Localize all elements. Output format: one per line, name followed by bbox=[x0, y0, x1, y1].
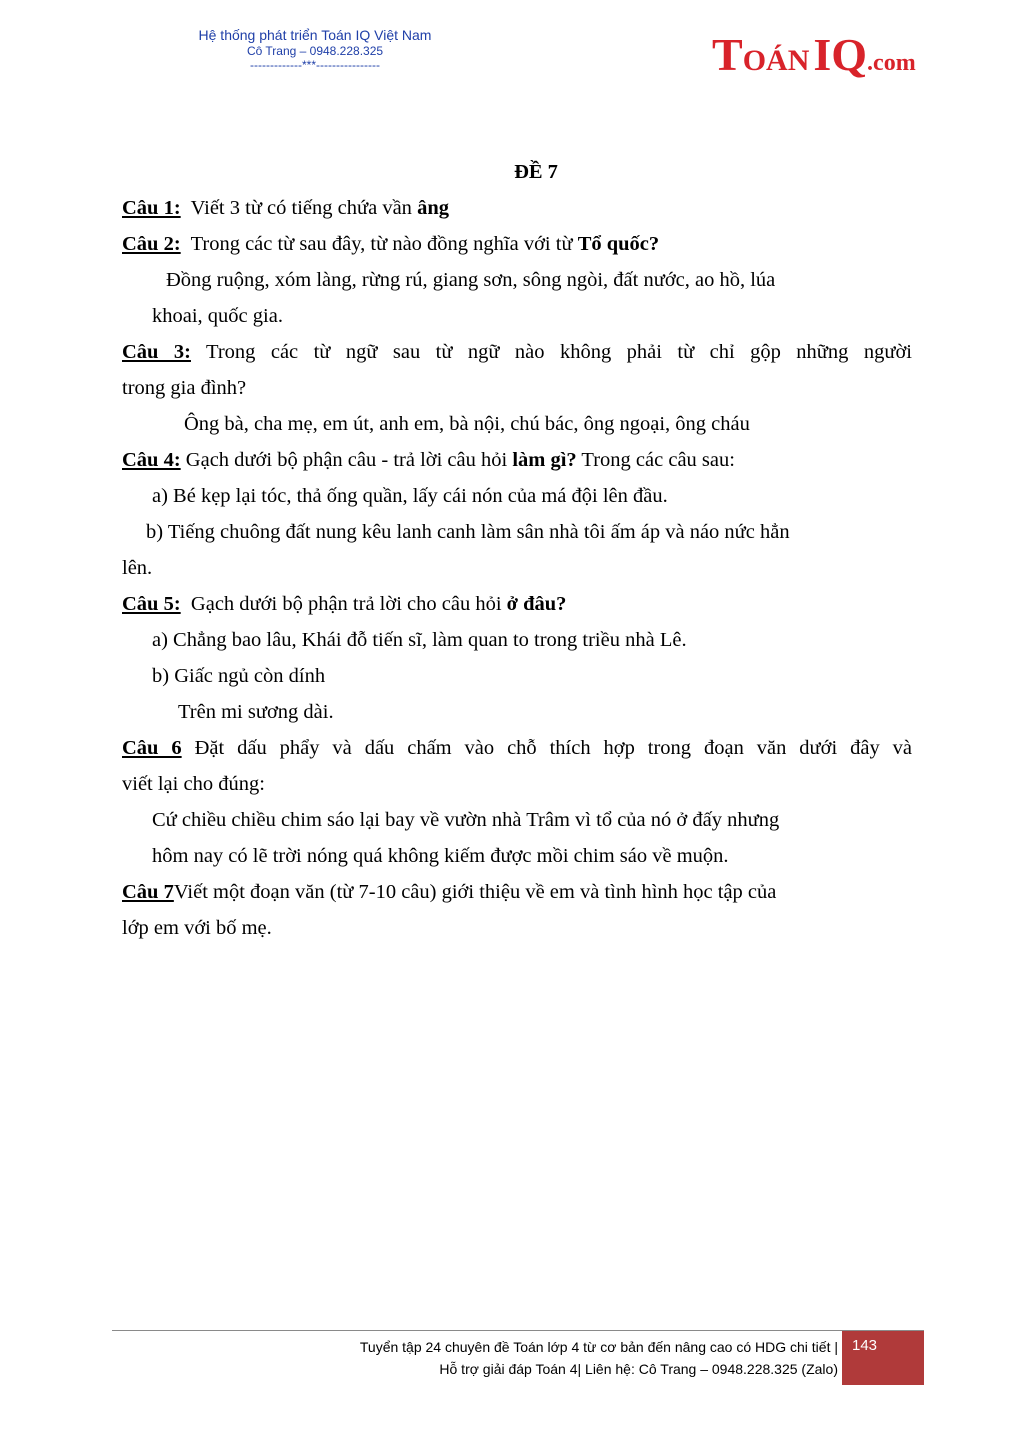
question-4 bbox=[122, 442, 912, 478]
question-5-sentence-b-cont: Trên mi sương dài. bbox=[178, 701, 334, 723]
question-5-sentence-a: a) Chẳng bao lâu, Khái đỗ tiến sĩ, làm quan to trong triều nhà Lê. bbox=[152, 629, 687, 651]
question-3-label: Câu 3: bbox=[122, 341, 191, 363]
question-6-passage-line1: Cứ chiều chiều chim sáo lại bay về vườn nhà Trâm vì tổ của nó ở đấy nhưng bbox=[152, 809, 780, 831]
toaniq-logo bbox=[712, 28, 916, 81]
question-5-sentence-b: b) Giấc ngủ còn dính bbox=[152, 665, 326, 687]
page-number: 143 bbox=[852, 1337, 878, 1354]
question-5 bbox=[122, 586, 912, 622]
question-3-options: Ông bà, cha mẹ, em út, anh em, bà nội, chú bác, ông ngoại, ông cháu bbox=[184, 413, 750, 435]
question-2-text: Trong các từ sau đây, từ nào đồng nghĩa với từ bbox=[190, 233, 578, 255]
question-6-text-cont: viết lại cho đúng: bbox=[122, 773, 265, 795]
question-4-sentence-a: a) Bé kẹp lại tóc, thả ống quần, lấy cái nón của má đội lên đầu. bbox=[152, 485, 668, 507]
question-2-bold: Tổ quốc? bbox=[577, 233, 660, 255]
logo-iq: IQ bbox=[813, 29, 868, 80]
question-3 bbox=[122, 334, 912, 370]
question-3-text: Trong các từ ngữ sau từ ngữ nào không phải từ chỉ gộp những người bbox=[206, 341, 912, 363]
question-1 bbox=[122, 190, 912, 226]
question-6 bbox=[122, 730, 912, 766]
question-2-options-line2: khoai, quốc gia. bbox=[152, 305, 283, 327]
question-5-bold: ở đâu? bbox=[506, 593, 567, 615]
page-number-box bbox=[842, 1331, 924, 1385]
page-footer bbox=[250, 1336, 838, 1380]
question-1-bold: âng bbox=[417, 197, 449, 219]
page-title: ĐỀ 7 bbox=[514, 161, 558, 183]
question-4-label: Câu 4: bbox=[122, 449, 181, 471]
question-2-label: Câu 2: bbox=[122, 233, 181, 255]
question-6-label: Câu 6 bbox=[122, 737, 182, 759]
question-2 bbox=[122, 226, 912, 262]
question-4-bold: làm gì? bbox=[512, 449, 577, 471]
logo-dotcom: .com bbox=[867, 50, 916, 76]
logo-oan: OÁN bbox=[742, 44, 810, 77]
logo-t: T bbox=[712, 29, 743, 80]
header-org: Hệ thống phát triển Toán IQ Việt Nam bbox=[198, 27, 432, 43]
question-7 bbox=[122, 874, 912, 910]
exam-content bbox=[122, 154, 912, 946]
question-6-passage-line2: hôm nay có lẽ trời nóng quá không kiếm được mồi chim sáo về muộn. bbox=[152, 845, 729, 867]
question-1-text: Viết 3 từ có tiếng chứa vần bbox=[190, 197, 418, 219]
question-1-label: Câu 1: bbox=[122, 197, 181, 219]
question-6-text: Đặt dấu phẩy và dấu chấm vào chỗ thích hợp trong đoạn văn dưới đây và bbox=[194, 737, 912, 759]
question-7-text-cont: lớp em với bố mẹ. bbox=[122, 917, 272, 939]
question-4-sentence-b: b) Tiếng chuông đất nung kêu lanh canh làm sân nhà tôi ấm áp và náo nức hẳn bbox=[146, 521, 790, 543]
question-4-text: Gạch dưới bộ phận câu - trả lời câu hỏi bbox=[185, 449, 513, 471]
question-4-sentence-b-cont: lên. bbox=[122, 557, 153, 579]
header-divider: -------------***---------------- bbox=[250, 58, 380, 72]
footer-line-2: Hỗ trợ giải đáp Toán 4| Liên hệ: Cô Trang – 0948.228.325 (Zalo) bbox=[439, 1361, 838, 1377]
footer-divider bbox=[112, 1330, 924, 1331]
question-5-label: Câu 5: bbox=[122, 593, 181, 615]
header-contact: Cô Trang – 0948.228.325 bbox=[246, 44, 384, 58]
page-header bbox=[150, 26, 480, 71]
question-2-options-line1: Đồng ruộng, xóm làng, rừng rú, giang sơn, sông ngòi, đất nước, ao hồ, lúa bbox=[166, 269, 776, 291]
question-4-text-post: Trong các câu sau: bbox=[576, 449, 735, 471]
footer-line-1: Tuyển tập 24 chuyên đề Toán lớp 4 từ cơ bản đến nâng cao có HDG chi tiết | bbox=[359, 1339, 838, 1355]
question-5-text: Gạch dưới bộ phận trả lời cho câu hỏi bbox=[190, 593, 507, 615]
question-3-text-cont: trong gia đình? bbox=[122, 377, 247, 399]
question-7-label: Câu 7 bbox=[122, 881, 174, 903]
question-7-text: Viết một đoạn văn (từ 7-10 câu) giới thiệu về em và tình hình học tập của bbox=[173, 881, 777, 903]
